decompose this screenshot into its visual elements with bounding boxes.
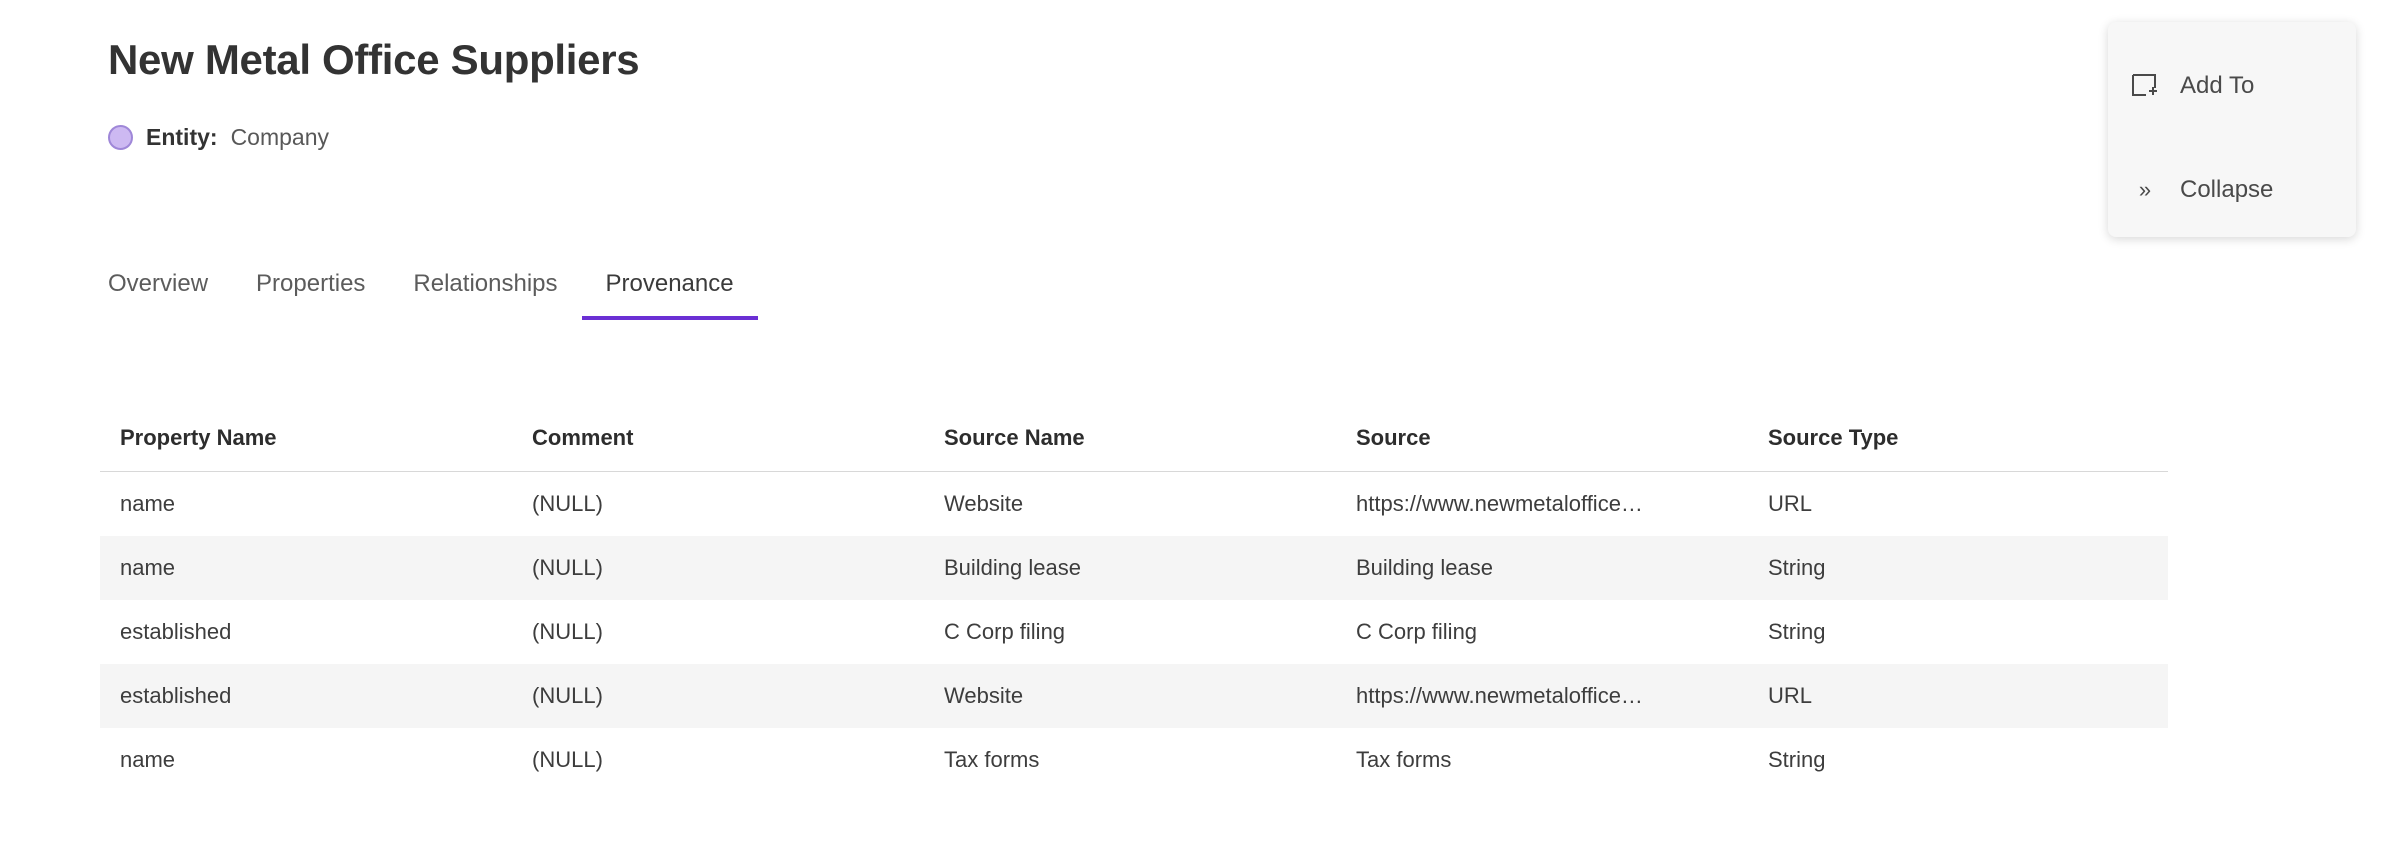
cell-source: https://www.newmetaloffice… — [1356, 491, 1643, 516]
cell-source: C Corp filing — [1356, 619, 1478, 644]
cell-source-type: URL — [1768, 491, 1813, 516]
chevron-double-right-icon — [2108, 177, 2180, 203]
cell-source-name: Website — [944, 491, 1024, 516]
cell-source-name: Tax forms — [944, 747, 1040, 772]
cell-property-name: established — [120, 619, 232, 644]
cell-source-type: String — [1768, 619, 1826, 644]
cell-source-type: URL — [1748, 664, 2168, 728]
entity-type-row — [108, 124, 329, 151]
add-to-button[interactable] — [2108, 54, 2356, 118]
cell-property-name: name — [120, 747, 176, 772]
add-to-label: Add To — [2180, 72, 2255, 99]
entity-type-label: Entity: — [146, 124, 218, 150]
cell-source-type: String — [1768, 747, 1826, 772]
collapse-button[interactable] — [2108, 158, 2356, 222]
cell-property-name: established — [100, 664, 512, 728]
entity-type-dot-icon — [108, 125, 133, 150]
cell-comment: (NULL) — [532, 491, 603, 516]
detail-tabs — [108, 270, 758, 320]
cell-source-type: String — [1748, 536, 2168, 600]
cell-comment: (NULL) — [512, 536, 924, 600]
cell-property-name: name — [120, 491, 176, 516]
table-header-row — [100, 425, 2168, 472]
cell-property-name: name — [100, 536, 512, 600]
chevron-double-right-glyph: » — [2138, 177, 2150, 202]
table-row[interactable] — [100, 728, 2168, 792]
cell-comment: (NULL) — [512, 664, 924, 728]
collapse-label: Collapse — [2180, 176, 2274, 203]
table-row[interactable] — [100, 664, 2168, 728]
column-header-property-name[interactable]: Property Name — [100, 425, 512, 472]
cell-source: Building lease — [1336, 536, 1748, 600]
cell-source-name: C Corp filing — [944, 619, 1066, 644]
tab-overview[interactable]: Overview — [108, 270, 209, 297]
cell-comment: (NULL) — [532, 619, 603, 644]
table-row[interactable] — [100, 600, 2168, 664]
provenance-table — [100, 425, 2168, 792]
entity-type-value: Company — [230, 124, 329, 150]
tab-properties[interactable]: Properties — [256, 270, 366, 297]
cell-source: https://www.newmetaloffice… — [1336, 664, 1748, 728]
column-header-comment[interactable]: Comment — [512, 425, 924, 472]
column-header-source[interactable]: Source — [1336, 425, 1748, 472]
table-row[interactable] — [100, 536, 2168, 600]
action-panel — [2108, 22, 2356, 237]
page-title: New Metal Office Suppliers — [108, 36, 640, 83]
tab-relationships[interactable]: Relationships — [413, 270, 558, 297]
provenance-table-container — [100, 425, 2168, 792]
cell-comment: (NULL) — [532, 747, 603, 772]
add-to-collection-icon — [2108, 72, 2180, 100]
column-header-source-type[interactable]: Source Type — [1748, 425, 2168, 472]
cell-source-name: Building lease — [924, 536, 1336, 600]
table-row[interactable] — [100, 472, 2168, 537]
column-header-source-name[interactable]: Source Name — [924, 425, 1336, 472]
tab-provenance[interactable]: Provenance — [582, 270, 758, 320]
cell-source: Tax forms — [1356, 747, 1452, 772]
cell-source-name: Website — [924, 664, 1336, 728]
